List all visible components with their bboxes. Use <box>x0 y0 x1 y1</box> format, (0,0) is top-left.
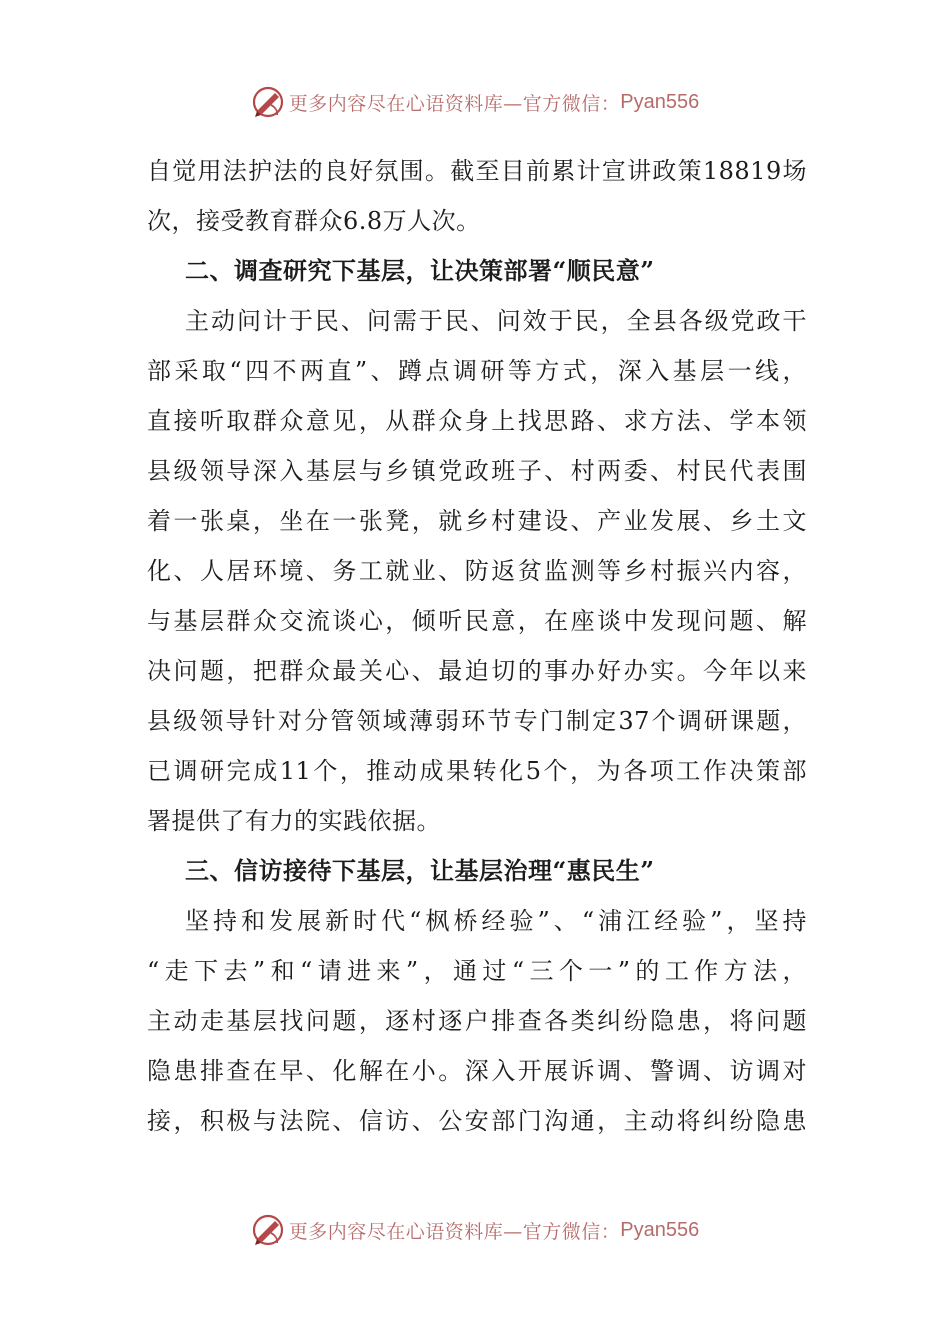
text-line: 已调研完成11个，推动成果转化5个，为各项工作决策部 <box>147 757 807 785</box>
text-line: 部采取“四不两直”、蹲点调研等方式，深入基层一线， <box>147 357 807 385</box>
document-body <box>147 146 807 1146</box>
text-line: 着一张桌，坐在一张凳，就乡村建设、产业发展、乡土文 <box>147 507 807 535</box>
text-line: 次，接受教育群众6.8万人次。 <box>147 207 481 235</box>
text-line: “走下去”和“请进来”，通过“三个一”的工作方法， <box>147 957 807 985</box>
text-line: 主动走基层找问题，逐村逐户排查各类纠纷隐患，将问题 <box>147 1007 807 1035</box>
banner-text: 更多内容尽在心语资料库—官方微信： <box>288 92 621 115</box>
text-line: 隐患排查在早、化解在小。深入开展诉调、警调、访调对 <box>147 1057 807 1085</box>
banner-wechat-id: Pyan556 <box>620 1218 700 1241</box>
text-line: 署提供了有力的实践依据。 <box>147 807 441 835</box>
text-line: 县级领导针对分管领域薄弱环节专门制定37个调研课题， <box>147 707 807 735</box>
pen-logo-icon <box>251 85 285 119</box>
banner-text: 更多内容尽在心语资料库—官方微信： <box>288 1220 621 1243</box>
section-heading: 二、调查研究下基层，让决策部署“顺民意” <box>185 256 655 285</box>
text-line: 化、人居环境、务工就业、防返贫监测等乡村振兴内容， <box>147 557 807 585</box>
text-line: 接，积极与法院、信访、公安部门沟通，主动将纠纷隐患 <box>147 1107 807 1135</box>
text-line: 决问题，把群众最关心、最迫切的事办好办实。今年以来 <box>147 657 807 685</box>
text-line: 自觉用法护法的良好氛围。截至目前累计宣讲政策18819场 <box>147 157 807 185</box>
text-line: 主动问计于民、问需于民、问效于民，全县各级党政干 <box>185 307 807 335</box>
pen-logo-icon <box>251 1213 285 1247</box>
footer-banner <box>0 1210 950 1250</box>
text-line: 县级领导深入基层与乡镇党政班子、村两委、村民代表围 <box>147 457 807 485</box>
section-heading: 三、信访接待下基层，让基层治理“惠民生” <box>185 856 655 885</box>
text-line: 与基层群众交流谈心，倾听民意，在座谈中发现问题、解 <box>147 607 807 635</box>
banner-wechat-id: Pyan556 <box>620 90 700 113</box>
header-banner <box>0 82 950 122</box>
text-line: 直接听取群众意见，从群众身上找思路、求方法、学本领 <box>147 407 807 435</box>
text-line: 坚持和发展新时代“枫桥经验”、“浦江经验”，坚持 <box>185 907 807 935</box>
